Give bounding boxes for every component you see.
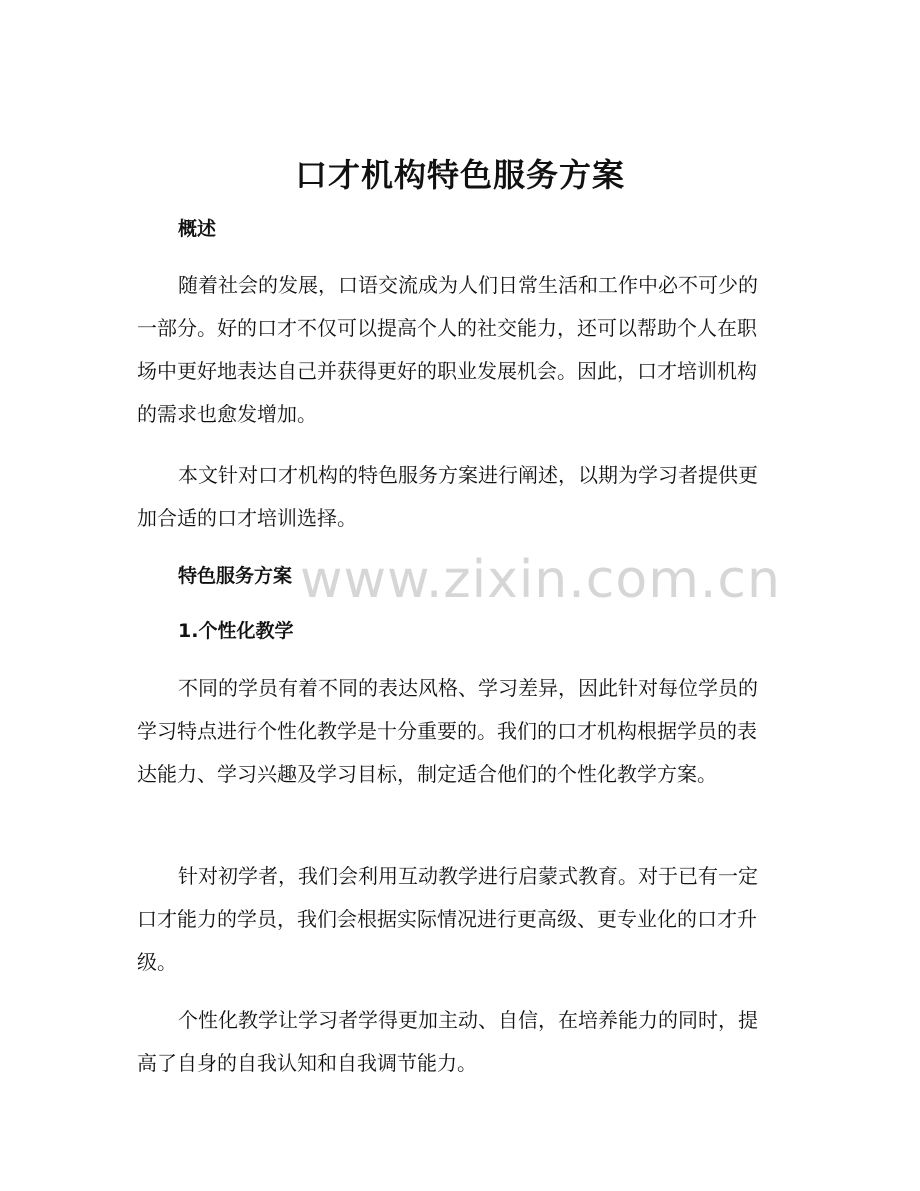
section-heading-features: 特色服务方案 <box>178 565 293 587</box>
paragraph-personalized-3: 个性化教学让学习者学得更加主动、自信，在培养能力的同时，提高了自身的自我认知和自我调节能力。 <box>137 1008 758 1075</box>
paragraph-personalized-2: 针对初学者，我们会利用互动教学进行启蒙式教育。对于已有一定口才能力的学员，我们会根据实际情况进行更高级、更专业化的口才升级。 <box>137 864 758 974</box>
paragraph-personalized-1: 不同的学员有着不同的表达风格、学习差异，因此针对每位学员的学习特点进行个性化教学是十分重要的。我们的口才机构根据学员的表达能力、学习兴趣及学习目标，制定适合他们的个性化教学方案。 <box>137 676 758 786</box>
document-title: 口才机构特色服务方案 <box>294 156 625 194</box>
paragraph-overview-1: 随着社会的发展，口语交流成为人们日常生活和工作中必不可少的一部分。好的口才不仅可以提高个人的社交能力，还可以帮助个人在职场中更好地表达自己并获得更好的职业发展机会。因此，口才培训机构的需求也愈发增加。 <box>137 273 758 426</box>
subsection-heading-personalized: 1.个性化教学 <box>178 620 294 642</box>
section-heading-overview: 概述 <box>178 218 217 240</box>
paragraph-overview-2: 本文针对口才机构的特色服务方案进行阐述，以期为学习者提供更加合适的口才培训选择。 <box>137 463 758 530</box>
watermark: www.zixin.com.cn <box>300 550 781 610</box>
